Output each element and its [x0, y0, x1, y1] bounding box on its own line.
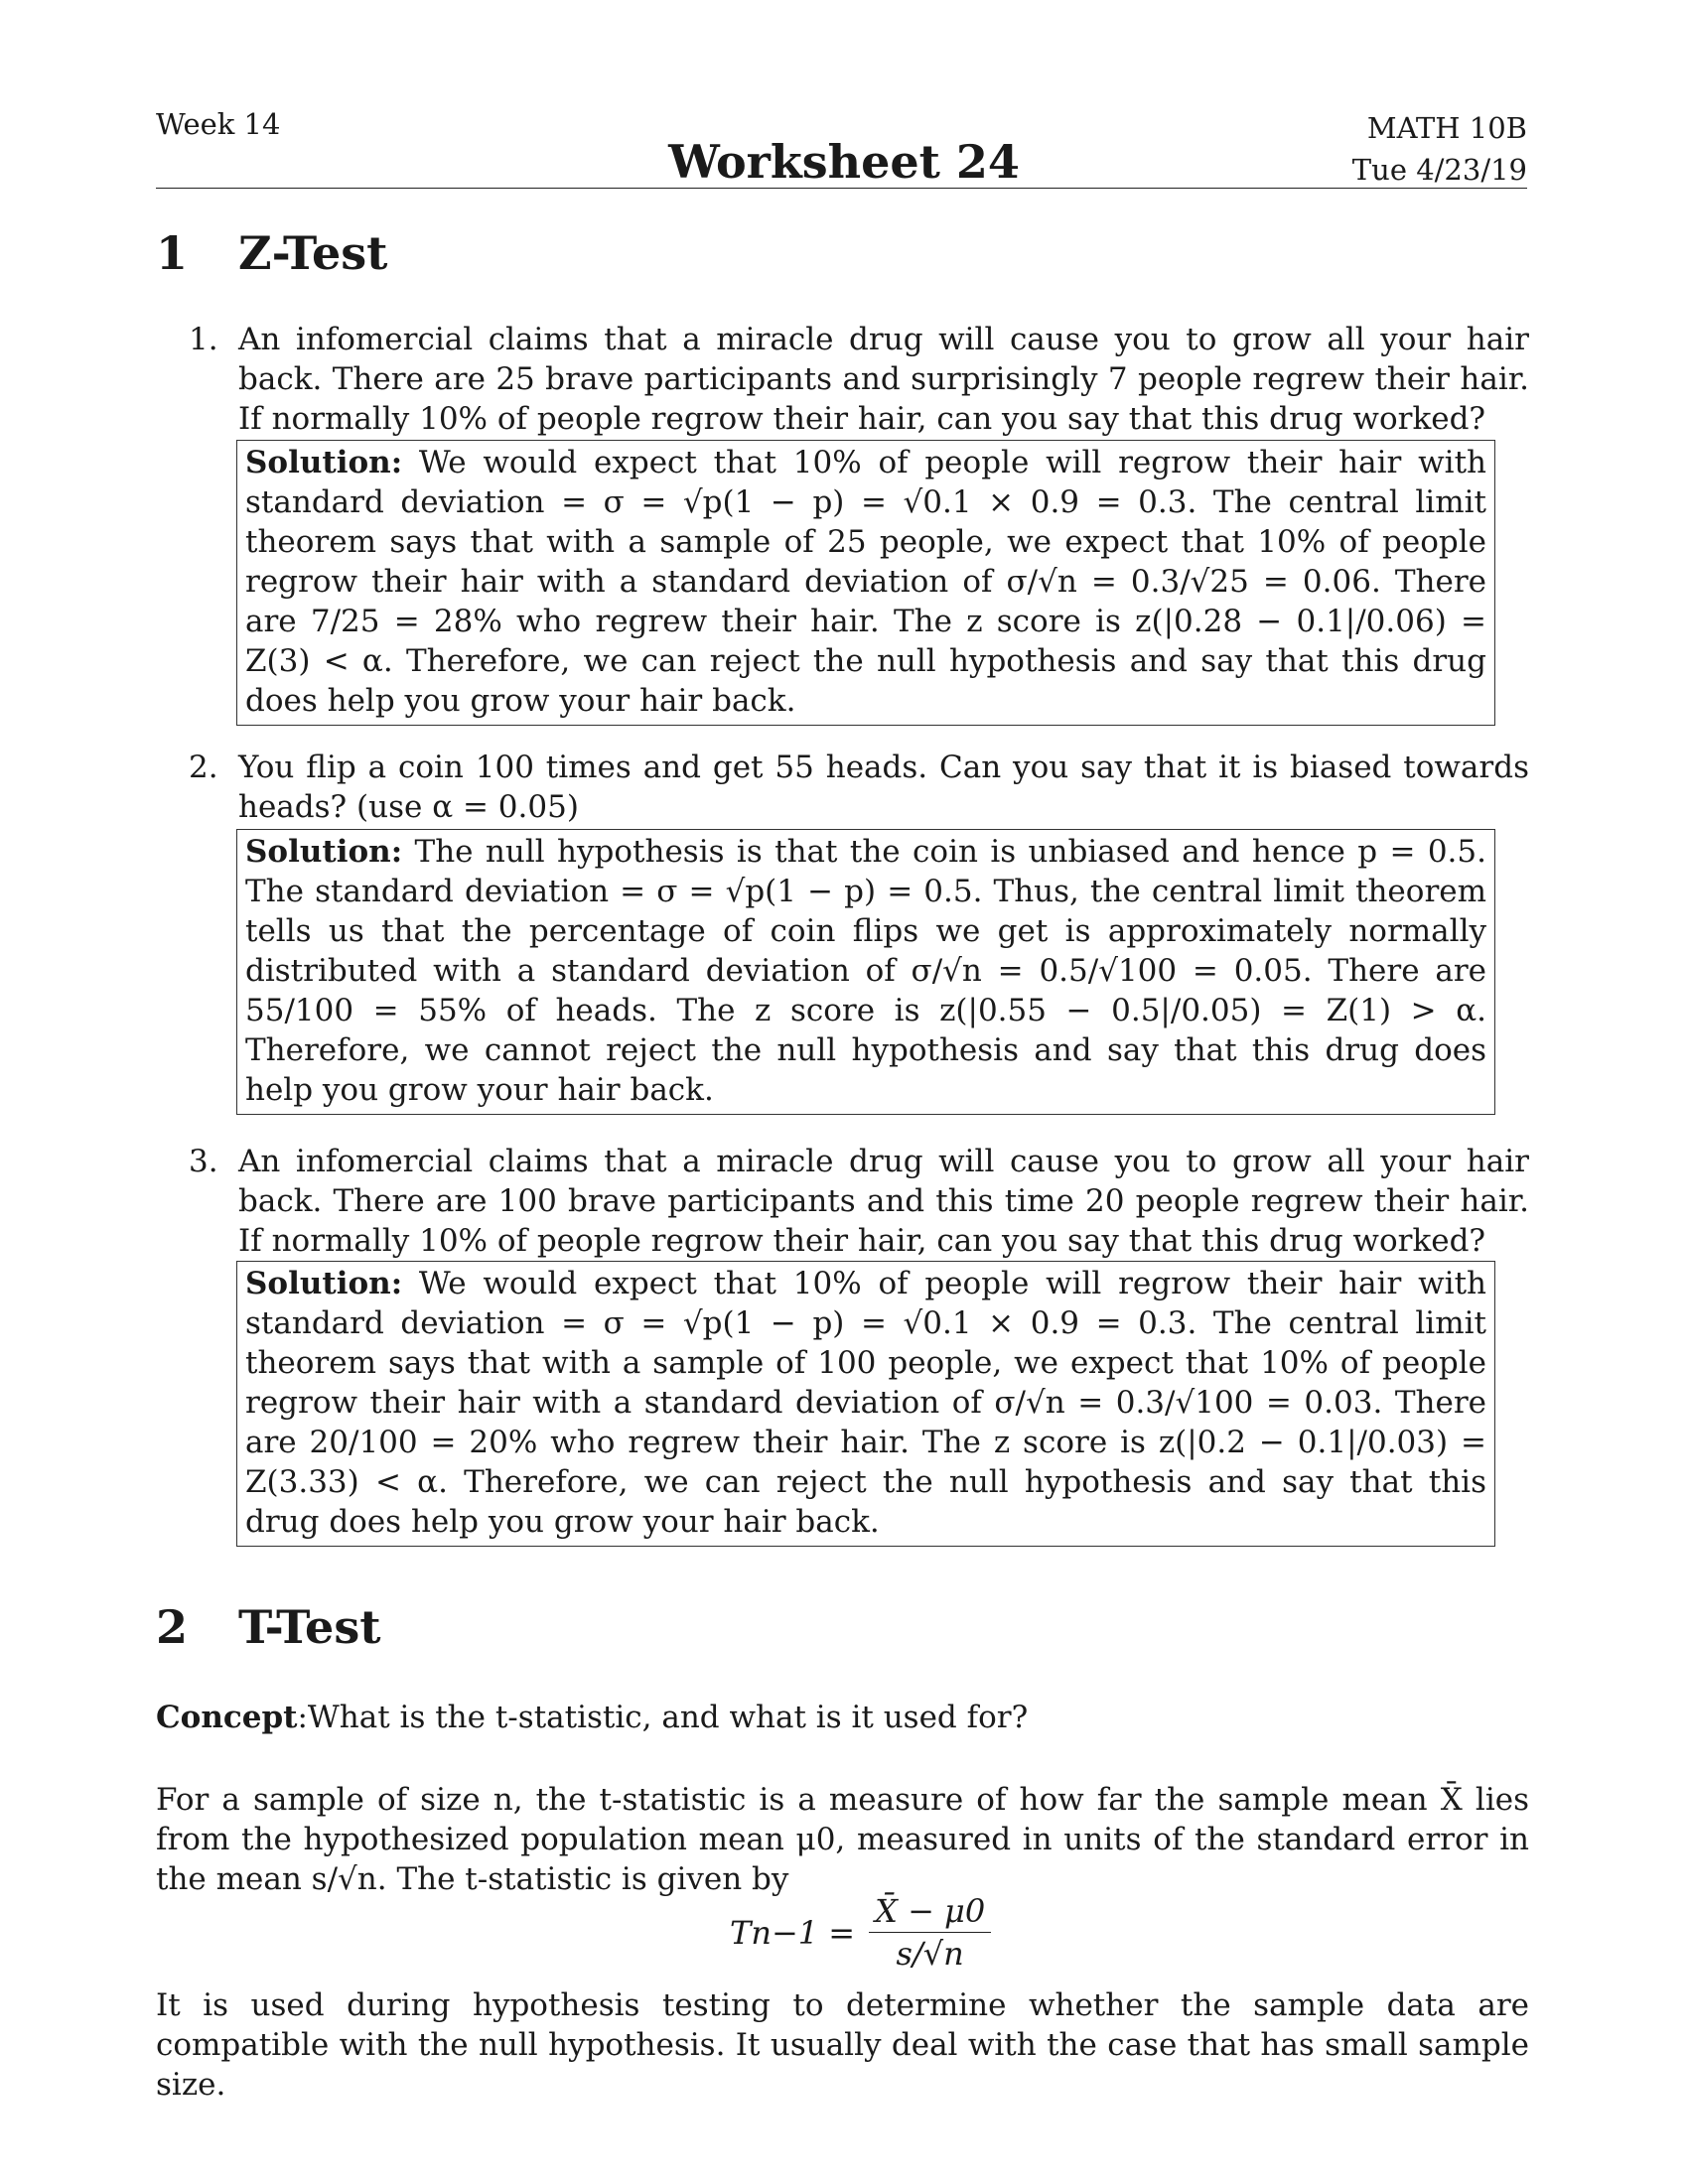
- header-rule: [156, 188, 1527, 189]
- course-code: MATH 10B: [1366, 111, 1527, 145]
- concept-line: [156, 1698, 1529, 1737]
- concept-label: Concept: [156, 1700, 298, 1735]
- section-heading-t-test: [156, 1600, 380, 1654]
- course-info: [1352, 107, 1527, 191]
- problem-1: [189, 320, 1529, 439]
- t-statistic-paragraph: For a sample of size n, the t-statistic is a measure of how far the sample mean X̄ lies from the hypothesized population mean μ0, measured in units of the standard error in the mean s/√n. The t-statistic is given by: [156, 1782, 1529, 1897]
- concept-text: :What is the t-statistic, and what is it used for?: [297, 1700, 1029, 1735]
- t-statistic-formula: [730, 1892, 991, 1973]
- problem-number: 1.: [189, 322, 218, 357]
- problem-question: An infomercial claims that a miracle drug will cause you to grow all your hair back. There are 25 brave participants and surprisingly 7 people regrew their hair. If normally 10% of people regrow their hair, can you say that this drug worked?: [238, 322, 1529, 437]
- solution-box-3: [236, 1261, 1495, 1547]
- worksheet-title: Worksheet 24: [668, 135, 1020, 189]
- solution-text: We would expect that 10% of people will regrow their hair with standard deviation = σ = √p(1 − p) = √0.1 × 0.9 = 0.3. The central limit theorem says that with a sample of 25 people, we expect that 10% of people regrow their hair with a standard deviation of σ/√n = 0.3/√25 = 0.06. There are 7/25 = 28% who regrew their hair. The z score is z(|0.28 − 0.1|/0.06) = Z(3) < α. Therefore, we can reject the null hypothesis and say that this drug does help you grow your hair back.: [245, 445, 1486, 719]
- problem-3: [189, 1142, 1529, 1261]
- section-number: 1: [156, 226, 189, 280]
- solution-label: Solution:: [245, 834, 403, 870]
- solution-box-1: [236, 440, 1495, 726]
- problem-number: 2.: [189, 750, 218, 785]
- solution-box-2: [236, 829, 1495, 1115]
- solution-text: We would expect that 10% of people will regrow their hair with standard deviation = σ = √p(1 − p) = √0.1 × 0.9 = 0.3. The central limit theorem says that with a sample of 100 people, we expect that 10% of people regrow their hair with a standard deviation of σ/√n = 0.3/√100 = 0.03. There are 20/100 = 20% who regrew their hair. The z score is z(|0.2 − 0.1|/0.03) = Z(3.33) < α. Therefore, we can reject the null hypothesis and say that this drug does help you grow your hair back.: [245, 1266, 1486, 1540]
- week-label: Week 14: [156, 107, 281, 141]
- section-heading-z-test: [156, 226, 387, 280]
- formula-lhs: Tn−1 =: [730, 1913, 856, 1952]
- formula-denominator: s/√n: [896, 1935, 964, 1973]
- worksheet-date: Tue 4/23/19: [1351, 153, 1527, 187]
- formula-fraction: [869, 1892, 991, 1973]
- problem-number: 3.: [189, 1144, 218, 1179]
- problem-2: [189, 748, 1529, 827]
- section-title: T-Test: [238, 1600, 381, 1654]
- section-number: 2: [156, 1600, 189, 1654]
- problem-question: An infomercial claims that a miracle drug will cause you to grow all your hair back. There are 100 brave participants and this time 20 people regrew their hair. If normally 10% of people regrow their hair, can you say that this drug worked?: [238, 1144, 1529, 1259]
- formula-numerator: X̄ − μ0: [869, 1892, 991, 1933]
- solution-text: The null hypothesis is that the coin is unbiased and hence p = 0.5. The standard deviation = σ = √p(1 − p) = 0.5. Thus, the central limit theorem tells us that the percentage of coin flips we get is approximately normally distributed with a standard deviation of σ/√n = 0.5/√100 = 0.05. There are 55/100 = 55% of heads. The z score is z(|0.55 − 0.5|/0.05) = Z(1) > α. Therefore, we cannot reject the null hypothesis and say that this drug does help you grow your hair back.: [245, 834, 1486, 1108]
- problem-question: You flip a coin 100 times and get 55 heads. Can you say that it is biased towards heads? (use α = 0.05): [238, 750, 1529, 825]
- solution-label: Solution:: [245, 445, 403, 480]
- section-title: Z-Test: [238, 226, 388, 280]
- solution-label: Solution:: [245, 1266, 403, 1301]
- t-test-usage-paragraph: It is used during hypothesis testing to determine whether the sample data are compatible with the null hypothesis. It usually deal with the case that has small sample size.: [156, 1987, 1529, 2103]
